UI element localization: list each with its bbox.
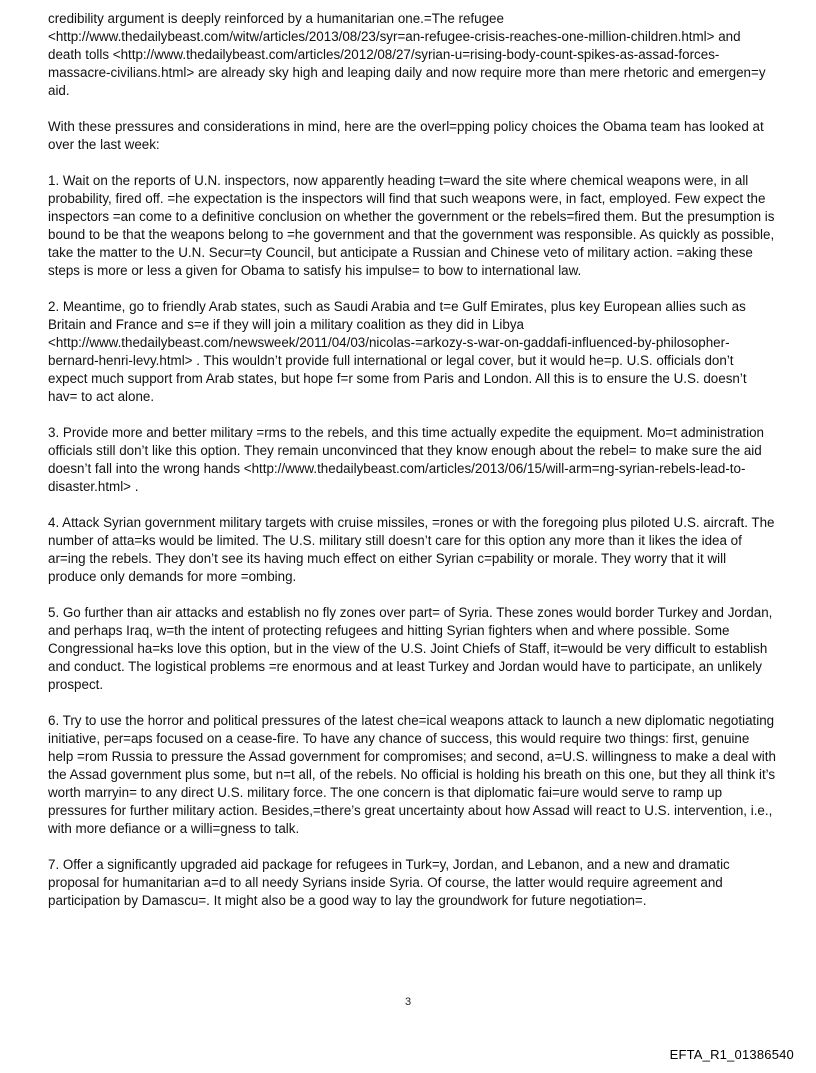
paragraph-option-2: 2. Meantime, go to friendly Arab states, such as Saudi Arabia and t=e Gulf Emirates, plus key European allies such as Britain and France and s=e if they will join a military coalition as they did in Libya <http://www.thedailybeast.com/newsweek/2011/04/03/nicolas-=arkozy-s-war-on-gaddafi-influenced-by-philosopher-bernard-henri-levy.html> . This wouldn’t provide full international or legal cover, but it would he=p. U.S. officials don’t expect much support from Arab states, but hope f=r some from Paris and London. All this is to ensure the U.S. doesn’t hav= to act alone. <box>48 299 747 404</box>
paragraph-overview: With these pressures and considerations in mind, here are the overl=pping policy choices the Obama team has looked at over the last week: <box>48 119 764 152</box>
page-number: 3 <box>404 996 412 1008</box>
paragraph-option-5: 5. Go further than air attacks and establish no fly zones over part= of Syria. These zones would border Turkey and Jordan, and perhaps Iraq, w=th the intent of protecting refugees and hitting Syrian fighters when and where possible. Some Congressional ha=ks love this option, but in the view of the U.S. Joint Chiefs of Staff, it=would be very difficult to establish and conduct. The logistical problems =re enormous and at least Turkey and Jordan would have to participate, an unlikely prospect. <box>48 605 773 692</box>
paragraph-option-6: 6. Try to use the horror and political pressures of the latest che=ical weapons attack to launch a new diplomatic negotiating initiative, per=aps focused on a cease-fire. To have any chance of success, this would require two things: first, genuine help =rom Russia to pressure the Assad government for compromises; and second, a=U.S. willingness to make a deal with the Assad government plus some, but n=t all, of the rebels. No official is holding his breath on this one, but they all think it’s worth marryin= to any direct U.S. military force. The one concern is that diplomatic fai=ure would serve to ramp up pressures for further military action. Besides,=there’s great uncertainty about how Assad will react to U.S. intervention, i.e., with more defiance or a willi=gness to talk. <box>48 713 776 836</box>
bates-number: EFTA_R1_01386540 <box>669 1047 794 1062</box>
paragraph-option-1: 1. Wait on the reports of U.N. inspectors, now apparently heading t=ward the site where chemical weapons were, in all probability, fired off. =he expectation is the inspectors will find that such weapons were, in fact, employed. Few expect the inspectors =an come to a definitive conclusion on whether the government or the rebels=fired them. But the presumption is bound to be that the weapons belong to =he government and that the government was responsible. As quickly as possible, take the matter to the U.N. Secur=ty Council, but anticipate a Russian and Chinese veto of military action. =aking these steps is more or less a given for Obama to satisfy his impulse= to bow to international law. <box>48 173 775 278</box>
paragraph-option-3: 3. Provide more and better military =rms to the rebels, and this time actually expedite the equipment. Mo=t administration officials still don’t like this option. They remain unconvinced that they know enough about the rebel= to make sure the aid doesn’t fall into the wrong hands <http://www.thedailybeast.com/articles/2013/06/15/will-arm=ng-syrian-rebels-lead-to-disaster.html> . <box>48 425 765 494</box>
paragraph-intro: credibility argument is deeply reinforced by a humanitarian one.=The refugee <http://www.thedailybeast.com/witw/articles/2013/08/23/syr=an-refugee-crisis-reaches-one-million-children.html> and death tolls <http://www.thedailybeast.com/articles/2012/08/27/syrian-u=rising-body-count-spikes-as-assad-forces-massacre-civilians.html> are already sky high and leaping daily and now require more than mere rhetoric and emergen=y aid. <box>48 11 766 98</box>
document-body <box>48 10 776 928</box>
paragraph-option-4: 4. Attack Syrian government military targets with cruise missiles, =rones or with the foregoing plus piloted U.S. aircraft. The number of atta=ks would be limited. The U.S. military still doesn’t care for this option any more than it likes the idea of ar=ing the rebels. They don’t see its having much effect on either Syrian c=pability or morale. They worry that it will produce only demands for more =ombing. <box>48 515 775 584</box>
paragraph-option-7: 7. Offer a significantly upgraded aid package for refugees in Turk=y, Jordan, and Lebanon, and a new and dramatic proposal for humanitarian a=d to all needy Syrians inside Syria. Of course, the latter would require agreement and participation by Damascu=. It might also be a good way to lay the groundwork for future negotiation=. <box>48 857 730 908</box>
